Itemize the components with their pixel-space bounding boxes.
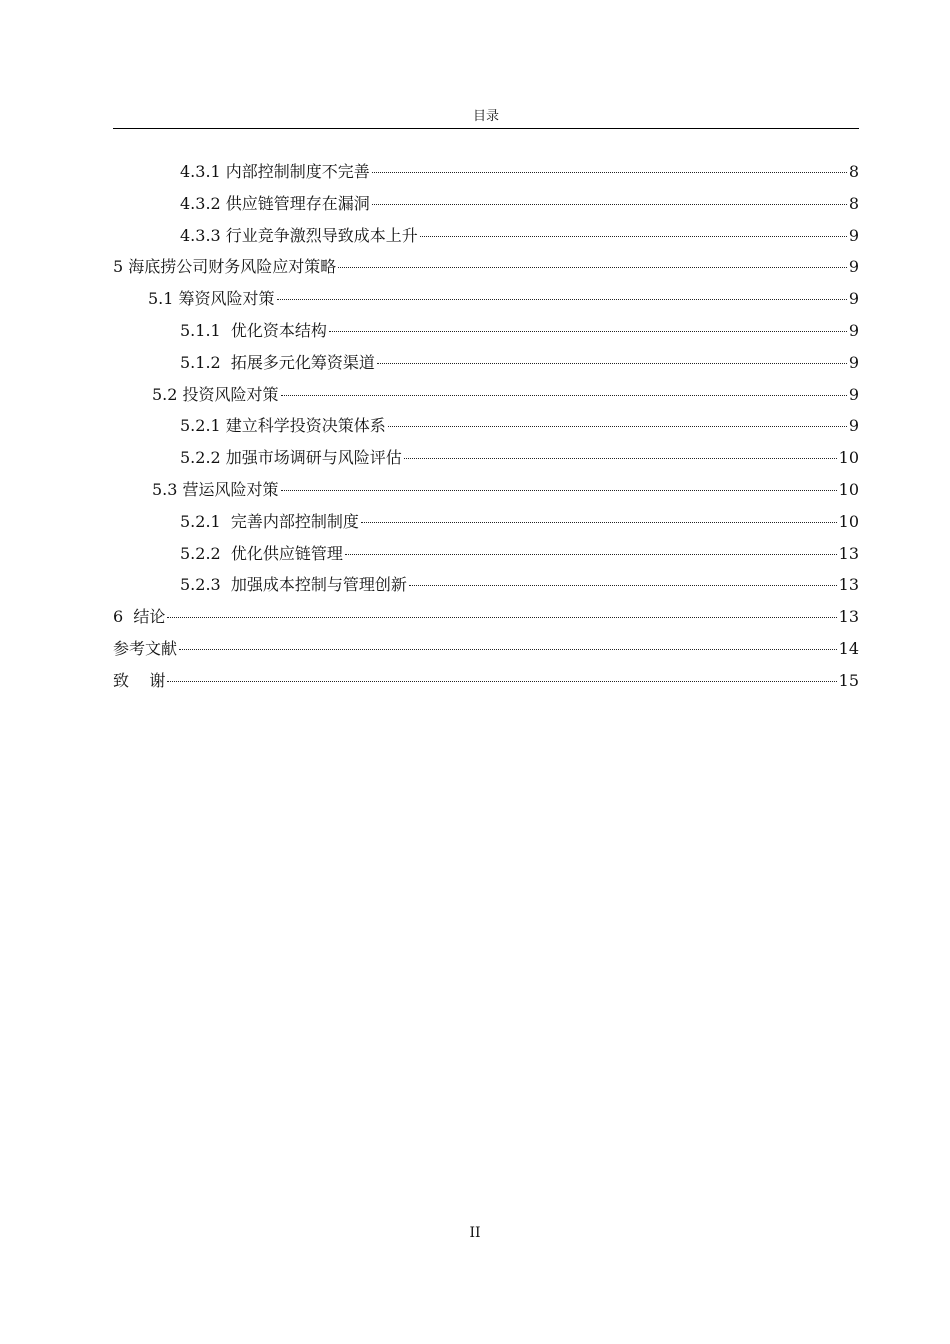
page-number: II <box>469 1225 481 1241</box>
toc-entry-page: 9 <box>848 416 859 436</box>
toc-entry[interactable] <box>113 633 859 665</box>
toc-entry[interactable] <box>113 315 859 347</box>
toc-entry-page: 13 <box>838 575 859 595</box>
toc-entry-label: 5.1.1 优化资本结构 <box>180 320 327 340</box>
toc-entry-label: 致 谢 <box>113 670 166 690</box>
toc-dot-leader <box>329 331 847 332</box>
toc-dot-leader <box>404 458 837 459</box>
toc-dot-leader <box>345 554 837 555</box>
toc-entry-label: 5.2.1 完善内部控制制度 <box>180 511 359 531</box>
toc-entry[interactable] <box>113 569 859 601</box>
toc-entry[interactable] <box>113 506 859 538</box>
toc-entry-page: 15 <box>838 670 859 690</box>
header-rule <box>113 128 859 129</box>
toc-entry-label: 5.2 投资风险对策 <box>152 384 279 404</box>
toc-entry[interactable] <box>113 379 859 411</box>
toc-dot-leader <box>179 649 837 650</box>
toc-dot-leader <box>167 681 836 682</box>
toc-entry[interactable] <box>113 251 859 283</box>
toc-entry-label: 5 海底捞公司财务风险应对策略 <box>113 257 337 277</box>
toc-entry-page: 9 <box>848 225 859 245</box>
toc-entry-label: 5.1.2 拓展多元化筹资渠道 <box>180 352 375 372</box>
toc-dot-leader <box>409 585 837 586</box>
toc-entry-page: 9 <box>848 257 859 277</box>
toc-entry[interactable] <box>113 188 859 220</box>
toc-dot-leader <box>377 363 847 364</box>
toc-entry-label: 5.3 营运风险对策 <box>152 479 279 499</box>
toc-entry-label: 5.2.1 建立科学投资决策体系 <box>180 416 386 436</box>
toc-dot-leader <box>281 490 837 491</box>
toc-entry-page: 9 <box>848 352 859 372</box>
toc-entry-page: 8 <box>848 193 859 213</box>
toc-dot-leader <box>277 299 847 300</box>
toc-entry-page: 10 <box>838 511 859 531</box>
toc-dot-leader <box>372 172 847 173</box>
toc-entry-label: 6 结论 <box>113 607 166 627</box>
toc-entry[interactable] <box>113 601 859 633</box>
toc-entry-label: 4.3.1 内部控制制度不完善 <box>180 162 370 181</box>
toc-entry[interactable] <box>113 347 859 379</box>
toc-dot-leader <box>388 426 847 427</box>
toc-entry-page: 8 <box>848 162 859 181</box>
table-of-contents <box>113 156 859 697</box>
toc-entry-page: 13 <box>838 607 859 627</box>
toc-dot-leader <box>372 204 847 205</box>
toc-entry-label: 5.2.3 加强成本控制与管理创新 <box>180 575 407 595</box>
toc-entry-page: 10 <box>838 448 859 468</box>
toc-dot-leader <box>338 267 847 268</box>
toc-entry[interactable] <box>113 156 859 188</box>
toc-entry[interactable] <box>113 474 859 506</box>
toc-dot-leader <box>361 522 837 523</box>
toc-entry[interactable] <box>113 283 859 315</box>
toc-entry-page: 13 <box>838 543 859 563</box>
toc-entry-label: 4.3.3 行业竞争激烈导致成本上升 <box>180 225 418 245</box>
toc-entry-label: 5.2.2 加强市场调研与风险评估 <box>180 448 402 468</box>
toc-entry[interactable] <box>113 442 859 474</box>
toc-entry-label: 5.2.2 优化供应链管理 <box>180 543 343 563</box>
toc-entry[interactable] <box>113 220 859 252</box>
toc-entry-page: 14 <box>838 638 859 658</box>
toc-dot-leader <box>420 236 847 237</box>
toc-entry-label: 5.1 筹资风险对策 <box>148 289 275 309</box>
toc-dot-leader <box>281 395 847 396</box>
toc-entry[interactable] <box>113 538 859 570</box>
toc-dot-leader <box>167 617 836 618</box>
toc-entry-page: 9 <box>848 384 859 404</box>
running-header: 目录 <box>472 109 499 124</box>
toc-entry-page: 9 <box>848 289 859 309</box>
toc-entry-label: 4.3.2 供应链管理存在漏洞 <box>180 193 370 213</box>
toc-entry-page: 9 <box>848 320 859 340</box>
toc-entry-page: 10 <box>838 479 859 499</box>
toc-entry[interactable] <box>113 410 859 442</box>
toc-entry[interactable] <box>113 665 859 697</box>
toc-entry-label: 参考文献 <box>113 638 178 658</box>
